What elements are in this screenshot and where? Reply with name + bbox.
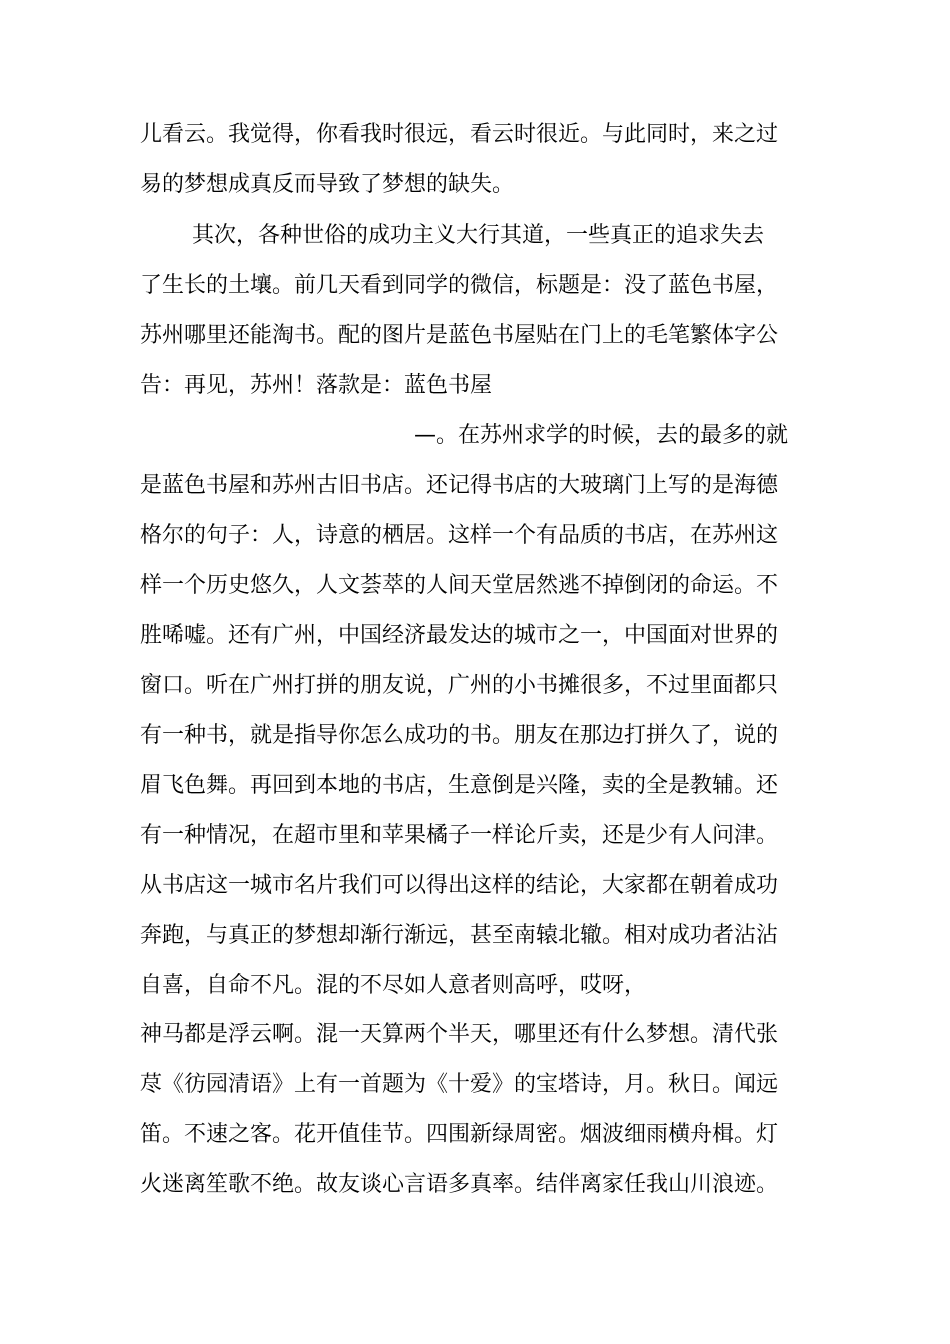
text-line: 苏州哪里还能淘书。配的图片是蓝色书屋贴在门上的毛笔繁体字公 bbox=[140, 323, 779, 348]
text-line: 有一种书，就是指导你怎么成功的书。朋友在那边打拼久了，说的 bbox=[140, 723, 779, 748]
text-line: 荩《彷园清语》上有一首题为《十爱》的宝塔诗，月。秋日。闻远 bbox=[140, 1072, 779, 1097]
text-line: 其次，各种世俗的成功主义大行其道，一些真正的追求失去 bbox=[192, 223, 765, 248]
text-line: 眉飞色舞。再回到本地的书店，生意倒是兴隆，卖的全是教辅。还 bbox=[140, 773, 779, 798]
text-line: 样一个历史悠久，人文荟萃的人间天堂居然逃不掉倒闭的命运。不 bbox=[140, 573, 779, 598]
text-line: 火迷离笙歌不绝。故友谈心言语多真率。结伴离家任我山川浪迹。 bbox=[140, 1172, 779, 1197]
text-line: 奔跑，与真正的梦想却渐行渐远，甚至南辕北辙。相对成功者沾沾 bbox=[140, 923, 779, 948]
text-line: 儿看云。我觉得，你看我时很远，看云时很近。与此同时，来之过 bbox=[140, 122, 779, 147]
text-line: —。在苏州求学的时候，去的最多的就 bbox=[414, 423, 789, 448]
text-line: 窗口。听在广州打拼的朋友说，广州的小书摊很多，不过里面都只 bbox=[140, 673, 779, 698]
text-line: 了生长的土壤。前几天看到同学的微信，标题是：没了蓝色书屋， bbox=[140, 273, 779, 298]
text-line: 告：再见，苏州！落款是：蓝色书屋 bbox=[140, 373, 493, 398]
text-line: 是蓝色书屋和苏州古旧书店。还记得书店的大玻璃门上写的是海德 bbox=[140, 473, 779, 498]
text-line: 胜唏嘘。还有广州，中国经济最发达的城市之一，中国面对世界的 bbox=[140, 623, 779, 648]
text-line: 格尔的句子：人，诗意的栖居。这样一个有品质的书店，在苏州这 bbox=[140, 523, 779, 548]
text-line: 有一种情况，在超市里和苹果橘子一样论斤卖，还是少有人问津。 bbox=[140, 823, 779, 848]
text-line: 从书店这一城市名片我们可以得出这样的结论，大家都在朝着成功 bbox=[140, 873, 779, 898]
text-line: 自喜，自命不凡。混的不尽如人意者则高呼，哎呀， bbox=[140, 973, 647, 998]
text-line: 神马都是浮云啊。混一天算两个半天，哪里还有什么梦想。清代张 bbox=[140, 1022, 779, 1047]
text-line: 笛。不速之客。花开值佳节。四围新绿周密。烟波细雨横舟楫。灯 bbox=[140, 1122, 779, 1147]
text-line: 易的梦想成真反而导致了梦想的缺失。 bbox=[140, 172, 515, 197]
